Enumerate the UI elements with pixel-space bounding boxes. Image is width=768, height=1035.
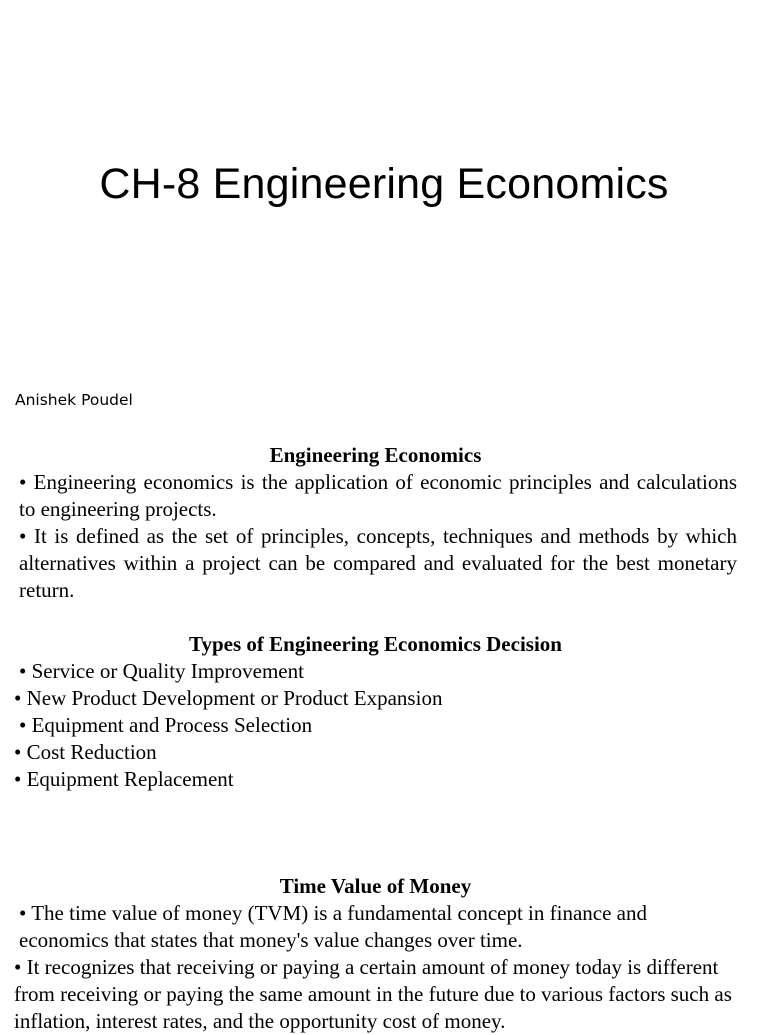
section-gap bbox=[14, 793, 737, 873]
tvm-bullet-2: • It recognizes that receiving or paying a certain amount of money today is different from receiving or paying the same amount in the future due to various factors such as inflation, interest rates, and the opportunity cost of money. bbox=[14, 955, 732, 1033]
types-section bbox=[14, 631, 737, 793]
types-item-cost-reduction: • Cost Reduction bbox=[14, 740, 157, 764]
notes-body bbox=[14, 442, 737, 1035]
types-heading: Types of Engineering Economics Decision bbox=[189, 632, 562, 656]
tvm-section bbox=[14, 873, 737, 1035]
definition-section bbox=[14, 442, 737, 604]
types-item-equipment-process: • Equipment and Process Selection bbox=[19, 713, 313, 737]
section-gap bbox=[14, 604, 737, 631]
title-slide bbox=[0, 0, 768, 430]
types-item-service-quality: • Service or Quality Improvement bbox=[19, 659, 304, 683]
definition-bullet-2: • It is defined as the set of principles, concepts, techniques and methods by which alternatives within a project can be compared and evaluated for the best monetary return. bbox=[19, 524, 737, 602]
definition-bullet-1: • Engineering economics is the application of economic principles and calculations to engineering projects. bbox=[19, 470, 737, 521]
author-name: Anishek Poudel bbox=[15, 391, 133, 409]
tvm-bullet-1: • The time value of money (TVM) is a fundamental concept in finance and economics that states that money's value changes over time. bbox=[19, 901, 648, 952]
slide-title: CH-8 Engineering Economics bbox=[99, 160, 669, 208]
definition-heading: Engineering Economics bbox=[269, 443, 482, 467]
types-item-equipment-replacement: • Equipment Replacement bbox=[14, 767, 234, 791]
types-item-new-product: • New Product Development or Product Expansion bbox=[14, 686, 443, 710]
tvm-heading: Time Value of Money bbox=[279, 874, 472, 898]
